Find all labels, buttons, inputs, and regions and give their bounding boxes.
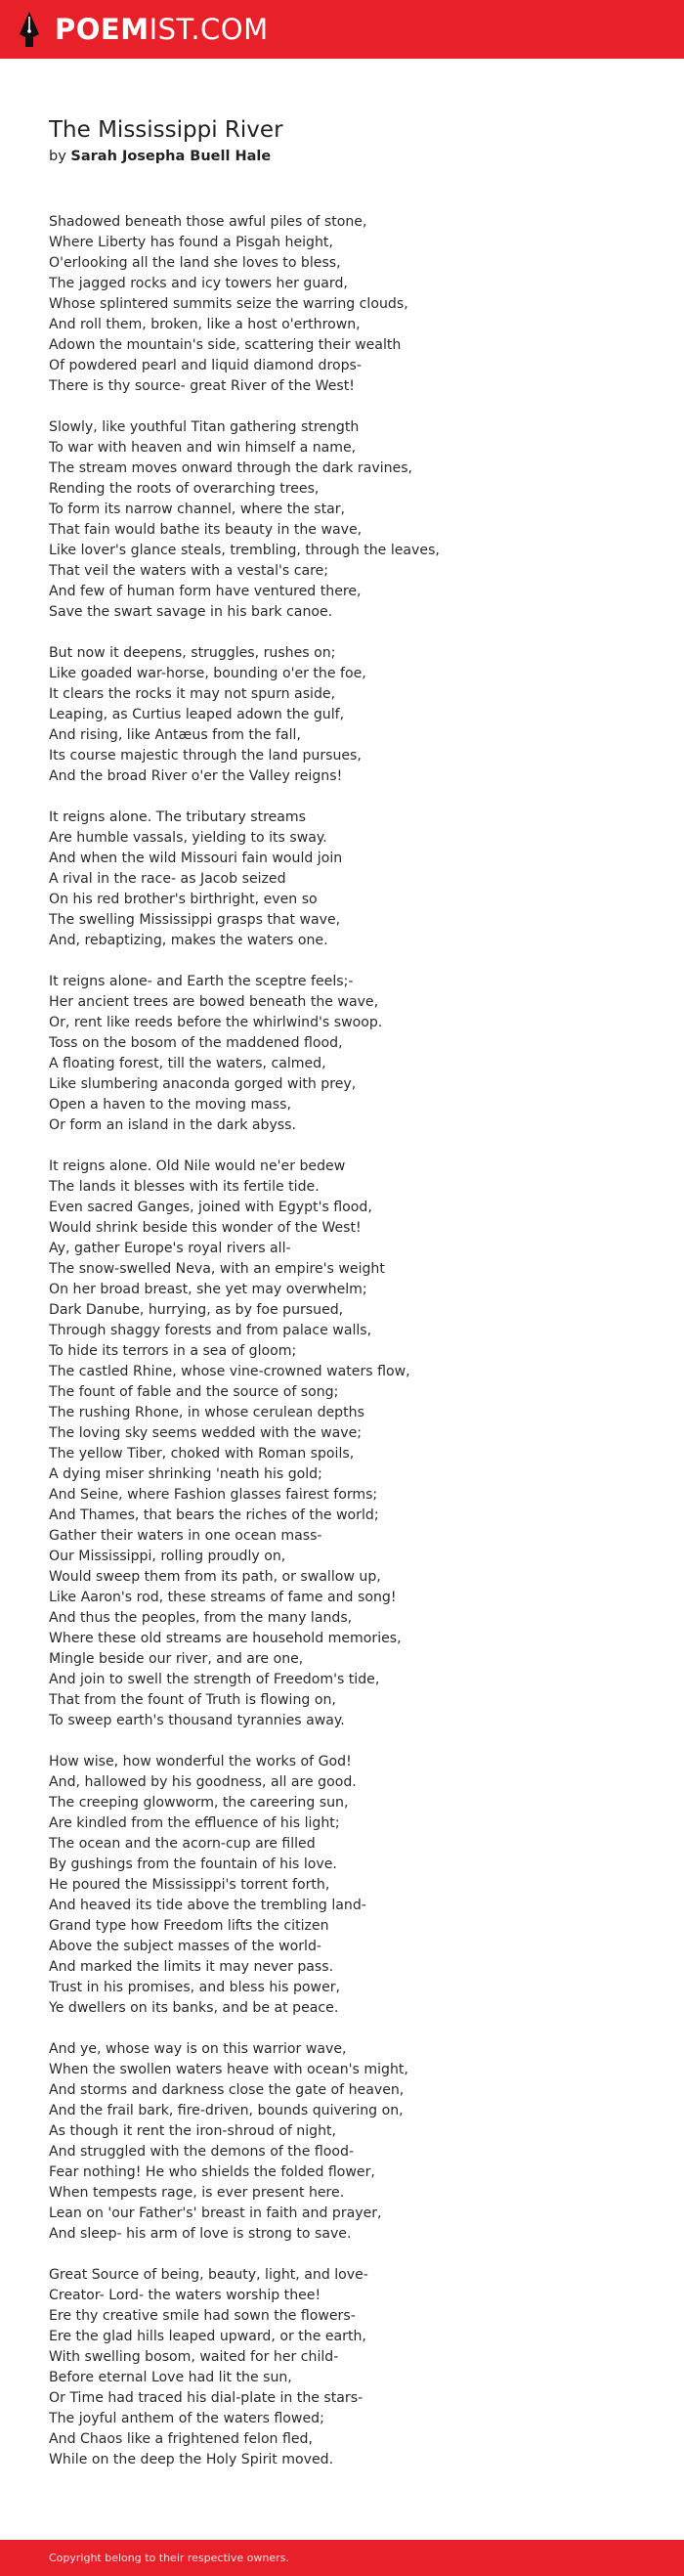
poem-line: Fear nothing! He who shields the folded flower, bbox=[49, 2164, 375, 2180]
poem-line: Or form an island in the dark abyss. bbox=[49, 1117, 296, 1133]
poem-line: Save the swart savage in his bark canoe. bbox=[49, 604, 333, 620]
poem-line: And Thames, that bears the riches of the world; bbox=[49, 1507, 379, 1523]
poem-line: Would shrink beside this wonder of the West! bbox=[49, 1220, 362, 1236]
poem-line: It reigns alone. The tributary streams bbox=[49, 809, 306, 825]
poem-line: Through shaggy forests and from palace walls, bbox=[49, 1323, 372, 1338]
poem-title: The Mississippi River bbox=[49, 117, 283, 143]
poem-line: Ye dwellers on its banks, and be at peace. bbox=[49, 2000, 339, 2016]
poem-line: On his red brother's birthright, even so bbox=[49, 892, 318, 907]
poem-line: With swelling bosom, waited for her child- bbox=[49, 2349, 339, 2365]
poem-line: The joyful anthem of the waters flowed; bbox=[49, 2411, 324, 2426]
poem-line: Mingle beside our river, and are one, bbox=[49, 1651, 304, 1667]
poem-line: A dying miser shrinking 'neath his gold; bbox=[49, 1466, 322, 1482]
poem-line: Great Source of being, beauty, light, and love- bbox=[49, 2267, 368, 2283]
poem-line: Are humble vassals, yielding to its sway. bbox=[49, 830, 327, 846]
poem-line: And few of human form have ventured there, bbox=[49, 584, 362, 599]
poem-line: That veil the waters with a vestal's care; bbox=[49, 563, 329, 579]
site-logo-link[interactable] bbox=[18, 11, 269, 48]
poem-line: Like Aaron's rod, these streams of fame and song! bbox=[49, 1590, 397, 1605]
poem-line: The swelling Mississippi grasps that wave, bbox=[49, 912, 341, 928]
poem-line: And Chaos like a frightened felon fled, bbox=[49, 2431, 313, 2447]
poem-line: When the swollen waters heave with ocean's might, bbox=[49, 2062, 408, 2077]
poem-line: Where Liberty has found a Pisgah height, bbox=[49, 235, 333, 250]
poem-line: On her broad breast, she yet may overwhelm; bbox=[49, 1282, 367, 1297]
poem-line: Trust in his promises, and bless his power, bbox=[49, 1980, 341, 1995]
poem-line: And the frail bark, fire-driven, bounds quivering on, bbox=[49, 2103, 404, 2118]
poem-line: The yellow Tiber, choked with Roman spoils, bbox=[49, 1446, 355, 1462]
poem-line: Rending the roots of overarching trees, bbox=[49, 481, 320, 497]
author-link[interactable]: Sarah Josepha Buell Hale bbox=[70, 149, 272, 164]
poem-line: Even sacred Ganges, joined with Egypt's flood, bbox=[49, 1200, 372, 1215]
poem-line: Shadowed beneath those awful piles of stone, bbox=[49, 214, 367, 230]
poem-line: Its course majestic through the land pursues, bbox=[49, 748, 362, 764]
poem-line: The lands it blesses with its fertile tide. bbox=[49, 1179, 320, 1195]
main-content bbox=[0, 59, 684, 2470]
poem-stanza bbox=[49, 972, 635, 1136]
poem-line: The castled Rhine, whose vine-crowned waters flow, bbox=[49, 1364, 410, 1379]
poem-stanza bbox=[49, 643, 635, 787]
logo-bold-text: POEM bbox=[55, 12, 150, 46]
poem-line: But now it deepens, struggles, rushes on; bbox=[49, 645, 336, 661]
poem-line: And marked the limits it may never pass. bbox=[49, 1959, 334, 1975]
poem-line: While on the deep the Holy Spirit moved. bbox=[49, 2452, 334, 2467]
poem-line: And rising, like Antæus from the fall, bbox=[49, 727, 301, 743]
poem-line: That from the fount of Truth is flowing on, bbox=[49, 1692, 336, 1708]
poem-line: By gushings from the fountain of his love. bbox=[49, 1856, 337, 1872]
poem-line: And ye, whose way is on this warrior wave, bbox=[49, 2041, 347, 2057]
poem-line: How wise, how wonderful the works of God! bbox=[49, 1754, 352, 1769]
poem-byline bbox=[49, 147, 635, 166]
poem-line: He poured the Mississippi's torrent forth, bbox=[49, 1877, 330, 1893]
poem-line: Of powdered pearl and liquid diamond drops- bbox=[49, 358, 362, 373]
poem-line: Like slumbering anaconda gorged with prey, bbox=[49, 1076, 357, 1092]
poem-stanza bbox=[49, 417, 635, 623]
poem-line: Adown the mountain's side, scattering their wealth bbox=[49, 337, 402, 353]
poem-line: To form its narrow channel, where the star, bbox=[49, 502, 346, 517]
poem-line: Ay, gather Europe's royal rivers all- bbox=[49, 1241, 291, 1256]
poem-line: And struggled with the demons of the flood- bbox=[49, 2144, 355, 2160]
poem-line: And sleep- his arm of love is strong to save. bbox=[49, 2226, 352, 2242]
poem-line: The fount of fable and the source of song; bbox=[49, 1384, 339, 1400]
poem-body bbox=[49, 212, 635, 2470]
poem-line: The creeping glowworm, the careering sun, bbox=[49, 1795, 349, 1811]
poem-line: Open a haven to the moving mass, bbox=[49, 1097, 291, 1113]
poem-stanza bbox=[49, 212, 635, 397]
poem-line: As though it rent the iron-shroud of night, bbox=[49, 2123, 337, 2139]
poem-line: Leaping, as Curtius leaped adown the gulf, bbox=[49, 707, 345, 722]
poem-line: Would sweep them from its path, or swallow up, bbox=[49, 1569, 381, 1585]
poem-stanza bbox=[49, 2265, 635, 2470]
poem-line: Grand type how Freedom lifts the citizen bbox=[49, 1918, 329, 1934]
poem-line: Are kindled from the effluence of his light; bbox=[49, 1815, 340, 1831]
pen-nib-icon bbox=[18, 11, 41, 48]
poem-stanza bbox=[49, 1157, 635, 1731]
poem-line: Slowly, like youthful Titan gathering strength bbox=[49, 419, 360, 435]
poem-line: Toss on the bosom of the maddened flood, bbox=[49, 1035, 343, 1051]
poem-stanza bbox=[49, 1752, 635, 2019]
poem-line: Our Mississippi, rolling proudly on, bbox=[49, 1549, 286, 1564]
poem-line: Ere thy creative smile had sown the flowers- bbox=[49, 2308, 356, 2324]
poem-line: There is thy source- great River of the West! bbox=[49, 378, 355, 394]
poem-line: Dark Danube, hurrying, as by foe pursued, bbox=[49, 1302, 344, 1318]
poem-line: Or Time had traced his dial-plate in the stars- bbox=[49, 2390, 363, 2406]
poem-line: The snow-swelled Neva, with an empire's weight bbox=[49, 1261, 385, 1277]
poem-line: And when the wild Missouri fain would join bbox=[49, 851, 343, 866]
poem-line: And, rebaptizing, makes the waters one. bbox=[49, 933, 328, 948]
poem-line: O'erlooking all the land she loves to bless, bbox=[49, 255, 341, 271]
poem-line: It clears the rocks it may not spurn aside, bbox=[49, 686, 336, 702]
poem-line: A rival in the race- as Jacob seized bbox=[49, 871, 286, 887]
poem-line: When tempests rage, is ever present here. bbox=[49, 2185, 345, 2201]
poem-line: A floating forest, till the waters, calmed, bbox=[49, 1056, 326, 1071]
poem-line: Like goaded war-horse, bounding o'er the foe, bbox=[49, 666, 366, 681]
poem-line: To sweep earth's thousand tyrannies away. bbox=[49, 1713, 345, 1728]
poem-stanza bbox=[49, 2039, 635, 2245]
poem-line: Like lover's glance steals, trembling, through the leaves, bbox=[49, 543, 440, 558]
poem-line: That fain would bathe its beauty in the wave, bbox=[49, 522, 363, 538]
poem-line: And, hallowed by his goodness, all are good. bbox=[49, 1774, 357, 1790]
poem-stanza bbox=[49, 808, 635, 951]
logo-light-text: IST.COM bbox=[149, 12, 269, 46]
poem-line: Above the subject masses of the world- bbox=[49, 1939, 321, 1954]
poem-line: The loving sky seems wedded with the wave; bbox=[49, 1425, 363, 1441]
poem-line: And thus the peoples, from the many lands, bbox=[49, 1610, 353, 1626]
poem-line: It reigns alone. Old Nile would ne'er bedew bbox=[49, 1158, 346, 1174]
poem-line: Ere the glad hills leaped upward, or the earth, bbox=[49, 2329, 366, 2344]
poem-line: Her ancient trees are bowed beneath the wave, bbox=[49, 994, 379, 1010]
poem-line: And heaved its tide above the trembling land- bbox=[49, 1898, 366, 1913]
poem-line: The jagged rocks and icy towers her guard, bbox=[49, 276, 348, 291]
logo-wordmark bbox=[55, 12, 269, 46]
poem-line: The ocean and the acorn-cup are filled bbox=[49, 1836, 316, 1852]
byline-prefix: by bbox=[49, 149, 66, 164]
poem-line: And roll them, broken, like a host o'erthrown, bbox=[49, 317, 361, 332]
poem-line: And storms and darkness close the gate of heaven, bbox=[49, 2082, 405, 2098]
copyright-text: Copyright belong to their respective owners. bbox=[49, 2552, 289, 2564]
site-footer bbox=[0, 2540, 684, 2576]
poem-line: Or, rent like reeds before the whirlwind's swoop. bbox=[49, 1015, 383, 1030]
poem-line: To war with heaven and win himself a name, bbox=[49, 440, 357, 456]
site-header bbox=[0, 0, 684, 59]
poem-line: To hide its terrors in a sea of gloom; bbox=[49, 1343, 297, 1359]
poem-line: And join to swell the strength of Freedom's tide, bbox=[49, 1672, 380, 1687]
poem-line: It reigns alone- and Earth the sceptre feels;- bbox=[49, 974, 354, 989]
poem-line: The rushing Rhone, in whose cerulean depths bbox=[49, 1405, 364, 1420]
poem-line: The stream moves onward through the dark ravines, bbox=[49, 460, 413, 476]
poem-line: Before eternal Love had lit the sun, bbox=[49, 2370, 292, 2385]
poem-line: Where these old streams are household memories, bbox=[49, 1631, 402, 1646]
poem-line: Lean on 'our Father's' breast in faith and prayer, bbox=[49, 2205, 382, 2221]
poem-line: Whose splintered summits seize the warring clouds, bbox=[49, 296, 408, 312]
poem-line: And the broad River o'er the Valley reigns! bbox=[49, 768, 343, 784]
poem-line: And Seine, where Fashion glasses fairest forms; bbox=[49, 1487, 378, 1503]
poem-line: Gather their waters in one ocean mass- bbox=[49, 1528, 322, 1544]
poem-line: Creator- Lord- the waters worship thee! bbox=[49, 2288, 321, 2303]
